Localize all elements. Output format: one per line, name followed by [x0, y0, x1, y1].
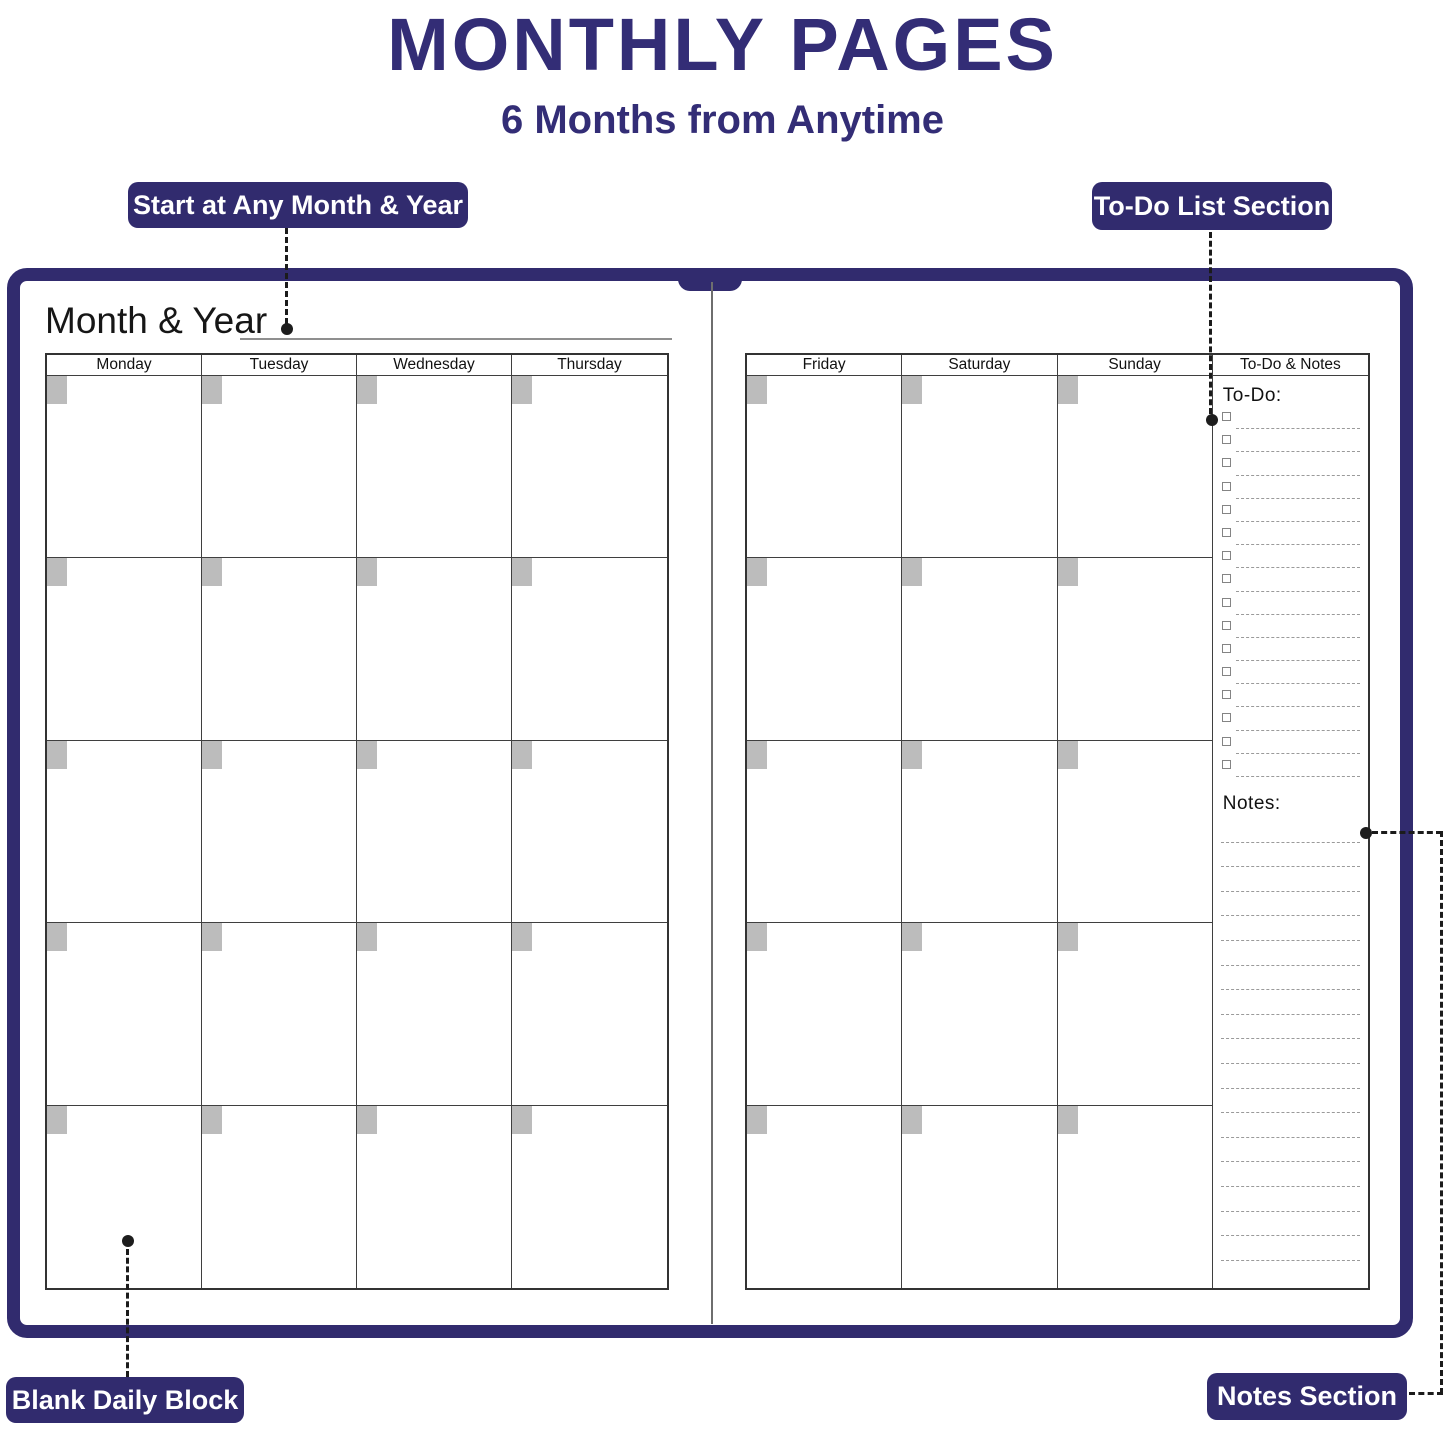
callout-daily-block: Blank Daily Block [6, 1377, 244, 1423]
day-header-tuesday: Tuesday [202, 355, 357, 376]
notes-write-line [1221, 966, 1360, 991]
day-number-square [357, 1106, 377, 1134]
todo-checkbox[interactable] [1222, 528, 1231, 537]
day-cell [202, 558, 357, 740]
callout-notes-section: Notes Section [1207, 1373, 1407, 1420]
connector-notes-h1 [1372, 831, 1442, 834]
notes-write-line [1221, 941, 1360, 966]
todo-item [1219, 409, 1362, 432]
day-header-monday: Monday [47, 355, 202, 376]
day-cell [512, 741, 667, 923]
day-cell [1058, 1106, 1213, 1288]
day-number-square [747, 1106, 767, 1134]
notes-write-line [1221, 1015, 1360, 1040]
todo-checkbox[interactable] [1222, 621, 1231, 630]
day-number-square [512, 1106, 532, 1134]
notes-write-line [1221, 892, 1360, 917]
day-cell [512, 1106, 667, 1288]
notes-write-line [1221, 1064, 1360, 1089]
day-cell [202, 376, 357, 558]
day-number-square [512, 741, 532, 769]
notes-write-line [1221, 818, 1360, 843]
day-cell [47, 376, 202, 558]
day-number-square [512, 376, 532, 404]
todo-checkbox[interactable] [1222, 458, 1231, 467]
month-year-fill-line [240, 338, 672, 340]
day-number-square [902, 376, 922, 404]
callout-start-month: Start at Any Month & Year [128, 182, 468, 228]
day-cell [47, 558, 202, 740]
todo-write-line [1236, 730, 1360, 731]
connector-start-month [285, 228, 288, 324]
todo-write-line [1236, 660, 1360, 661]
day-cell [357, 1106, 512, 1288]
day-cell [747, 376, 902, 558]
day-cell [902, 923, 1057, 1105]
todo-item [1219, 687, 1362, 710]
day-cell [357, 558, 512, 740]
day-cell [902, 376, 1057, 558]
todo-checkbox[interactable] [1222, 435, 1231, 444]
day-cell [902, 741, 1057, 923]
day-number-square [747, 558, 767, 586]
day-cell [1058, 376, 1213, 558]
day-number-square [512, 923, 532, 951]
day-number-square [902, 741, 922, 769]
connector-daily-block [126, 1249, 129, 1377]
notes-heading: Notes: [1222, 793, 1281, 814]
todo-item [1219, 479, 1362, 502]
todo-item [1219, 757, 1362, 780]
todo-item [1219, 641, 1362, 664]
day-cell [512, 558, 667, 740]
day-cell [512, 923, 667, 1105]
todo-checkbox[interactable] [1222, 737, 1231, 746]
day-cell [747, 558, 902, 740]
connector-todo-list [1209, 232, 1212, 414]
notes-write-line [1221, 990, 1360, 1015]
todo-checkbox[interactable] [1222, 412, 1231, 421]
day-cell [47, 923, 202, 1105]
day-number-square [357, 558, 377, 586]
todo-write-line [1236, 428, 1360, 429]
notes-write-line [1221, 1212, 1360, 1237]
todo-item [1219, 571, 1362, 594]
day-number-square [47, 376, 67, 404]
left-calendar-grid [45, 353, 669, 1290]
notes-write-line [1221, 1162, 1360, 1187]
todo-write-line [1236, 683, 1360, 684]
connector-dot-start-month [281, 323, 293, 335]
todo-item [1219, 432, 1362, 455]
todo-item [1219, 502, 1362, 525]
day-number-square [202, 376, 222, 404]
day-cell [747, 923, 902, 1105]
day-number-square [1058, 923, 1078, 951]
right-calendar-grid [745, 353, 1370, 1290]
todo-write-line [1236, 475, 1360, 476]
page-spine-divider [711, 282, 713, 1324]
todo-item [1219, 525, 1362, 548]
todo-write-line [1236, 498, 1360, 499]
todo-write-line [1236, 451, 1360, 452]
notes-write-line [1221, 1138, 1360, 1163]
todo-checkbox[interactable] [1222, 505, 1231, 514]
connector-notes-v [1440, 831, 1443, 1394]
todo-checkbox[interactable] [1222, 760, 1231, 769]
todo-checkbox[interactable] [1222, 574, 1231, 583]
todo-checkbox[interactable] [1222, 482, 1231, 491]
day-cell [357, 923, 512, 1105]
day-number-square [357, 923, 377, 951]
todo-item [1219, 548, 1362, 571]
day-header-saturday: Saturday [902, 355, 1057, 376]
day-number-square [902, 1106, 922, 1134]
connector-notes-h2 [1409, 1392, 1443, 1395]
todo-notes-column [1213, 376, 1368, 1288]
day-number-square [202, 923, 222, 951]
todo-item [1219, 618, 1362, 641]
day-cell [902, 1106, 1057, 1288]
todo-checkbox[interactable] [1222, 598, 1231, 607]
day-number-square [357, 741, 377, 769]
todo-write-line [1236, 753, 1360, 754]
todo-checkbox[interactable] [1222, 713, 1231, 722]
todo-notes-header: To-Do & Notes [1213, 355, 1368, 376]
day-number-square [1058, 558, 1078, 586]
day-number-square [1058, 376, 1078, 404]
notes-write-line [1221, 916, 1360, 941]
day-header-wednesday: Wednesday [357, 355, 512, 376]
day-cell [47, 741, 202, 923]
day-number-square [47, 741, 67, 769]
page-title: MONTHLY PAGES [387, 3, 1058, 86]
todo-write-line [1236, 614, 1360, 615]
todo-write-line [1236, 706, 1360, 707]
day-cell [202, 1106, 357, 1288]
connector-dot-notes-section [1360, 827, 1372, 839]
day-header-friday: Friday [747, 355, 902, 376]
day-number-square [202, 741, 222, 769]
day-number-square [47, 923, 67, 951]
day-number-square [747, 923, 767, 951]
connector-dot-daily-block [122, 1235, 134, 1247]
day-cell [902, 558, 1057, 740]
todo-write-line [1236, 521, 1360, 522]
day-cell [1058, 558, 1213, 740]
day-cell [202, 923, 357, 1105]
day-cell [47, 1106, 202, 1288]
notes-write-line [1221, 1236, 1360, 1261]
day-cell [202, 741, 357, 923]
day-number-square [47, 558, 67, 586]
day-header-sunday: Sunday [1058, 355, 1213, 376]
day-cell [1058, 741, 1213, 923]
spine-notch [678, 279, 742, 291]
day-header-thursday: Thursday [512, 355, 667, 376]
day-cell [747, 741, 902, 923]
notes-write-line [1221, 1113, 1360, 1138]
day-number-square [1058, 1106, 1078, 1134]
todo-checkbox[interactable] [1222, 667, 1231, 676]
connector-dot-todo-list [1206, 414, 1218, 426]
todo-checkbox[interactable] [1222, 644, 1231, 653]
todo-item [1219, 710, 1362, 733]
day-number-square [747, 376, 767, 404]
day-number-square [747, 741, 767, 769]
todo-item [1219, 455, 1362, 478]
day-cell [512, 376, 667, 558]
day-cell [1058, 923, 1213, 1105]
todo-checkbox[interactable] [1222, 690, 1231, 699]
todo-write-line [1236, 567, 1360, 568]
day-number-square [202, 558, 222, 586]
todo-item [1219, 734, 1362, 757]
notes-write-line [1221, 1089, 1360, 1114]
notes-write-line [1221, 1187, 1360, 1212]
todo-item [1219, 595, 1362, 618]
day-cell [357, 741, 512, 923]
todo-item [1219, 664, 1362, 687]
day-number-square [1058, 741, 1078, 769]
todo-write-line [1236, 544, 1360, 545]
day-number-square [47, 1106, 67, 1134]
notes-write-line [1221, 867, 1360, 892]
month-year-heading: Month & Year [45, 300, 268, 341]
day-number-square [357, 376, 377, 404]
todo-write-line [1236, 591, 1360, 592]
todo-write-line [1236, 776, 1360, 777]
day-number-square [902, 923, 922, 951]
notes-write-line [1221, 843, 1360, 868]
day-cell [357, 376, 512, 558]
page-subtitle: 6 Months from Anytime [501, 98, 944, 142]
callout-todo-list: To-Do List Section [1092, 182, 1332, 230]
day-number-square [902, 558, 922, 586]
day-number-square [202, 1106, 222, 1134]
day-number-square [512, 558, 532, 586]
todo-write-line [1236, 637, 1360, 638]
notes-write-line [1221, 1039, 1360, 1064]
day-cell [747, 1106, 902, 1288]
todo-heading: To-Do: [1222, 385, 1282, 406]
todo-checkbox[interactable] [1222, 551, 1231, 560]
